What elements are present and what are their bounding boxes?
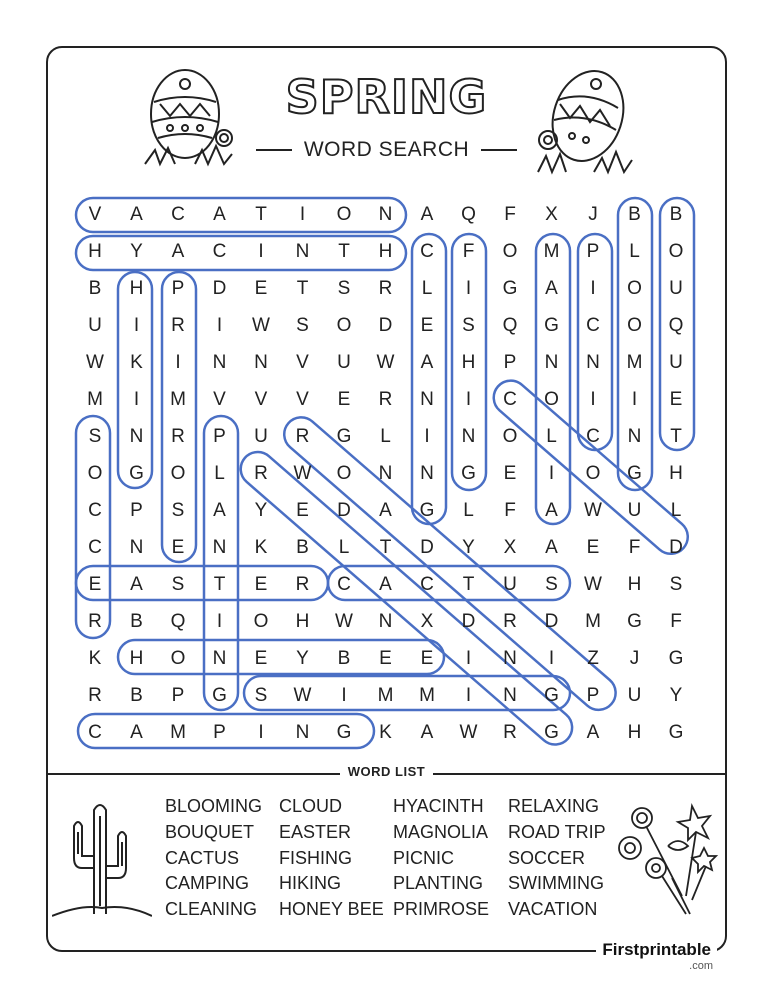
grid-letter: E <box>171 537 185 558</box>
grid-letter: P <box>586 241 600 262</box>
grid-letter: J <box>588 204 598 225</box>
grid-letter: D <box>212 278 227 299</box>
grid-letter: M <box>170 722 186 743</box>
grid-letter: K <box>379 722 392 743</box>
cactus-illustration-icon <box>52 796 152 920</box>
grid-letter: G <box>502 278 518 299</box>
flower-bouquet-illustration-icon <box>612 796 724 920</box>
grid-letter: P <box>213 426 226 447</box>
grid-letter: D <box>420 537 434 558</box>
grid-letter: I <box>590 389 596 410</box>
grid-letter: E <box>420 315 434 336</box>
grid-letter: F <box>628 537 641 558</box>
grid-letter: J <box>629 648 640 669</box>
grid-letter: E <box>254 574 268 595</box>
grid-letter: Z <box>587 648 599 669</box>
grid-letter: A <box>586 722 600 743</box>
grid-letter: W <box>293 685 312 706</box>
grid-letter: I <box>631 389 638 410</box>
grid-letter: I <box>465 389 472 410</box>
grid-letter: Y <box>462 537 475 558</box>
grid-letter: S <box>88 426 102 447</box>
grid-letter: G <box>668 648 684 669</box>
word-list-item: BLOOMING <box>165 796 263 816</box>
grid-letter: V <box>254 389 268 410</box>
grid-letter: I <box>133 315 140 336</box>
grid-letter: N <box>129 426 144 447</box>
grid-letter: V <box>88 204 102 225</box>
grid-letter: S <box>171 574 185 595</box>
grid-letter: C <box>420 241 434 262</box>
grid-letter: A <box>130 204 143 225</box>
grid-letter: P <box>503 352 517 373</box>
grid-letter: Y <box>669 685 683 706</box>
word-list-item: PICNIC <box>393 847 455 868</box>
grid-letter: E <box>420 648 434 669</box>
grid-letter: E <box>254 648 268 669</box>
grid-letter: A <box>545 500 558 521</box>
grid-letter: O <box>502 241 518 262</box>
grid-letter: L <box>380 426 391 447</box>
grid-letter: I <box>548 463 555 484</box>
grid-letter: H <box>669 463 683 484</box>
grid-letter: M <box>170 389 186 410</box>
grid-letter: O <box>502 426 518 447</box>
grid-letter: I <box>424 426 430 447</box>
grid-letter: O <box>253 611 269 632</box>
grid-letter: Y <box>296 648 309 669</box>
grid-letter: I <box>258 241 264 262</box>
grid-letter: V <box>213 389 226 410</box>
grid-letter: K <box>254 537 268 558</box>
grid-letter: T <box>338 241 350 262</box>
grid-letter: B <box>88 278 102 299</box>
grid-letter: E <box>296 500 309 521</box>
grid-letter: W <box>376 352 395 373</box>
grid-letter: A <box>545 278 558 299</box>
grid-letter: P <box>171 278 185 299</box>
grid-letter: R <box>171 426 185 447</box>
grid-letter: C <box>212 241 227 262</box>
grid-letter: R <box>295 426 310 447</box>
grid-letter: U <box>627 685 642 706</box>
grid-letter: R <box>503 611 517 632</box>
grid-letter: M <box>87 389 103 410</box>
grid-letter: X <box>503 537 517 558</box>
grid-letter: O <box>87 463 103 484</box>
grid-letter: G <box>129 463 144 484</box>
grid-letter: G <box>668 722 684 743</box>
grid-letter: I <box>465 278 472 299</box>
grid-letter: L <box>421 278 433 299</box>
grid-letter: G <box>544 685 559 706</box>
grid-letter: A <box>130 722 143 743</box>
grid-letter: B <box>296 537 309 558</box>
grid-letter: N <box>129 537 144 558</box>
grid-letter: X <box>545 204 558 225</box>
grid-letter: C <box>420 574 434 595</box>
grid-letter: N <box>503 648 517 669</box>
grid-letter: U <box>503 574 517 595</box>
grid-letter: N <box>586 352 600 373</box>
grid-letter: P <box>130 500 143 521</box>
word-list-item: SWIMMING <box>508 873 604 894</box>
grid-letter: M <box>543 241 560 262</box>
grid-letter: T <box>255 204 267 225</box>
grid-letter: O <box>170 648 186 669</box>
grid-letter: A <box>213 204 226 225</box>
grid-letter: N <box>461 426 476 447</box>
grid-letter: M <box>585 611 601 632</box>
grid-letter: H <box>88 241 102 262</box>
word-list-item: HYACINTH <box>393 796 484 816</box>
word-list-item: VACATION <box>508 899 598 920</box>
word-list-item: CAMPING <box>165 873 250 894</box>
word-list-item: CLEANING <box>165 899 258 920</box>
word-list-item: PRIMROSE <box>393 899 490 920</box>
grid-letter: U <box>669 278 683 299</box>
grid-letter: N <box>212 352 227 373</box>
grid-letter: P <box>171 685 185 706</box>
grid-letter: A <box>130 574 143 595</box>
grid-letter: C <box>586 315 600 336</box>
grid-letter: N <box>420 389 434 410</box>
grid-letter: T <box>213 574 226 595</box>
word-list-item: CACTUS <box>165 847 240 868</box>
grid-letter: E <box>669 389 683 410</box>
grid-letter: U <box>337 352 351 373</box>
grid-letter: E <box>254 278 268 299</box>
grid-letter: E <box>586 537 600 558</box>
grid-letter: B <box>130 611 143 632</box>
grid-letter: O <box>170 463 186 484</box>
grid-letter: I <box>548 648 555 669</box>
grid-letter: K <box>88 648 102 669</box>
grid-letter: I <box>299 204 306 225</box>
grid-letter: T <box>379 537 392 558</box>
grid-letter: S <box>669 574 683 595</box>
grid-letter: I <box>175 352 181 373</box>
grid-letter: S <box>296 315 309 336</box>
grid-letter: H <box>627 574 642 595</box>
grid-letter: R <box>378 389 393 410</box>
word-list-heading <box>0 763 773 781</box>
grid-letter: A <box>213 500 226 521</box>
grid-letter: N <box>212 537 227 558</box>
grid-letter: R <box>503 722 517 743</box>
grid-letter: O <box>336 204 352 225</box>
grid-letter: D <box>461 611 476 632</box>
grid-letter: F <box>504 204 516 225</box>
grid-letter: L <box>629 241 640 262</box>
grid-letter: M <box>377 685 394 706</box>
grid-letter: C <box>586 426 600 447</box>
grid-letter: S <box>254 685 268 706</box>
word-list-item: BOUQUET <box>165 821 255 842</box>
grid-letter: G <box>336 426 352 447</box>
grid-letter: C <box>337 574 351 595</box>
grid-letter: D <box>337 500 351 521</box>
word-list-item: PLANTING <box>393 873 484 894</box>
grid-letter: F <box>504 500 516 521</box>
word-list-item: CLOUD <box>279 796 343 816</box>
grid-letter: I <box>216 315 223 336</box>
grid-letter: R <box>295 574 310 595</box>
grid-letter: M <box>419 685 435 706</box>
word-list-item: HIKING <box>279 873 342 894</box>
grid-letter: B <box>628 204 641 225</box>
grid-letter: Q <box>170 611 186 632</box>
grid-letter: O <box>585 463 601 484</box>
grid-letter: R <box>88 685 102 706</box>
grid-letter: D <box>669 537 683 558</box>
word-list-item: MAGNOLIA <box>393 821 489 842</box>
grid-letter: S <box>337 278 351 299</box>
grid-letter: C <box>88 722 102 743</box>
grid-letter: I <box>341 685 347 706</box>
grid-letter: W <box>459 722 478 743</box>
grid-letter: N <box>295 241 310 262</box>
word-list-item: FISHING <box>279 847 353 868</box>
subtitle-text: WORD SEARCH <box>303 138 470 161</box>
grid-letter: L <box>670 500 682 521</box>
grid-letter: W <box>584 574 602 595</box>
grid-letter: A <box>379 500 392 521</box>
grid-letter: W <box>584 500 602 521</box>
grid-letter: M <box>626 352 643 373</box>
grid-letter: P <box>213 722 226 743</box>
grid-letter: Y <box>254 500 268 521</box>
grid-letter: E <box>337 389 351 410</box>
brand-logo: Firstprintable <box>596 940 717 960</box>
grid-letter: D <box>544 611 559 632</box>
grid-letter: A <box>379 574 392 595</box>
grid-letter: N <box>420 463 434 484</box>
grid-letter: G <box>627 463 642 484</box>
grid-letter: O <box>336 463 352 484</box>
grid-letter: I <box>258 722 264 743</box>
grid-letter: L <box>546 426 557 447</box>
grid-letter: E <box>88 574 102 595</box>
grid-letter: N <box>378 463 393 484</box>
grid-letter: N <box>295 722 310 743</box>
grid-letter: U <box>669 352 683 373</box>
grid-letter: C <box>88 500 102 521</box>
grid-letter: H <box>461 352 476 373</box>
grid-letter: W <box>335 611 353 632</box>
grid-letter: N <box>503 685 517 706</box>
grid-letter: P <box>586 685 600 706</box>
grid-letter: B <box>669 204 683 225</box>
word-list-item: HONEY BEE <box>279 899 384 920</box>
grid-letter: B <box>337 648 351 669</box>
grid-letter: W <box>252 315 270 336</box>
grid-letter: F <box>462 241 475 262</box>
grid-letter: A <box>420 722 434 743</box>
grid-letter: F <box>670 611 682 632</box>
grid-letter: E <box>379 648 392 669</box>
grid-letter: A <box>420 352 434 373</box>
grid-letter: N <box>544 352 559 373</box>
grid-letter: S <box>545 574 558 595</box>
grid-letter: X <box>420 611 434 632</box>
grid-letter: C <box>171 204 185 225</box>
grid-letter: O <box>668 241 684 262</box>
grid-letter: T <box>462 574 475 595</box>
grid-letter: V <box>296 389 309 410</box>
grid-letter: D <box>378 315 393 336</box>
grid-letter: I <box>465 648 472 669</box>
grid-letter: Y <box>130 241 143 262</box>
grid-letter: I <box>216 611 223 632</box>
word-list-item: SOCCER <box>508 847 586 868</box>
grid-letter: L <box>463 500 474 521</box>
word-list-item: RELAXING <box>508 796 600 816</box>
grid-letter: Q <box>461 204 476 225</box>
grid-letter: T <box>670 426 682 447</box>
grid-letter: E <box>503 463 517 484</box>
grid-letter: T <box>296 278 309 299</box>
grid-letter: G <box>419 500 435 521</box>
grid-letter: G <box>461 463 476 484</box>
grid-letter: H <box>378 241 393 262</box>
grid-letter: I <box>133 389 140 410</box>
grid-letter: N <box>378 204 393 225</box>
grid-letter: O <box>627 278 642 299</box>
grid-letter: G <box>212 685 227 706</box>
grid-letter: O <box>627 315 642 336</box>
grid-letter: N <box>212 648 227 669</box>
grid-letter: G <box>627 611 642 632</box>
grid-letter: V <box>296 352 309 373</box>
grid-letter: R <box>254 463 268 484</box>
grid-letter: Q <box>502 315 518 336</box>
grid-letter: G <box>544 315 559 336</box>
brand-domain: .com <box>689 960 713 972</box>
grid-letter: N <box>254 352 268 373</box>
grid-letter: R <box>88 611 102 632</box>
grid-letter: Q <box>668 315 684 336</box>
grid-letter: C <box>503 389 517 410</box>
grid-letter: G <box>336 722 352 743</box>
grid-letter: A <box>545 537 558 558</box>
page-title: SPRING <box>285 70 488 124</box>
grid-letter: W <box>293 463 312 484</box>
grid-letter: A <box>171 241 185 262</box>
grid-letter: H <box>627 722 642 743</box>
grid-letter: R <box>378 278 393 299</box>
grid-letter: G <box>544 722 559 743</box>
grid-letter: U <box>88 315 102 336</box>
word-list-item: ROAD TRIP <box>508 821 606 842</box>
grid-letter: S <box>171 500 185 521</box>
word-list-label: WORD LIST <box>340 764 433 779</box>
word-list-item: EASTER <box>279 821 352 842</box>
grid-letter: O <box>544 389 559 410</box>
grid-letter: I <box>465 685 472 706</box>
grid-letter: R <box>171 315 185 336</box>
grid-letter: H <box>129 648 144 669</box>
grid-letter: A <box>420 204 434 225</box>
grid-letter: C <box>88 537 102 558</box>
grid-letter: H <box>129 278 144 299</box>
grid-letter: L <box>338 537 350 558</box>
grid-letter: W <box>86 352 104 373</box>
grid-letter: N <box>627 426 642 447</box>
grid-letter: U <box>254 426 268 447</box>
grid-letter: N <box>378 611 393 632</box>
grid-letter: I <box>590 278 596 299</box>
grid-letter: S <box>462 315 475 336</box>
grid-letter: B <box>130 685 143 706</box>
grid-letter: L <box>214 463 225 484</box>
grid-letter: H <box>295 611 310 632</box>
grid-letter: O <box>336 315 352 336</box>
grid-letter: K <box>130 352 143 373</box>
grid-letter: U <box>627 500 642 521</box>
